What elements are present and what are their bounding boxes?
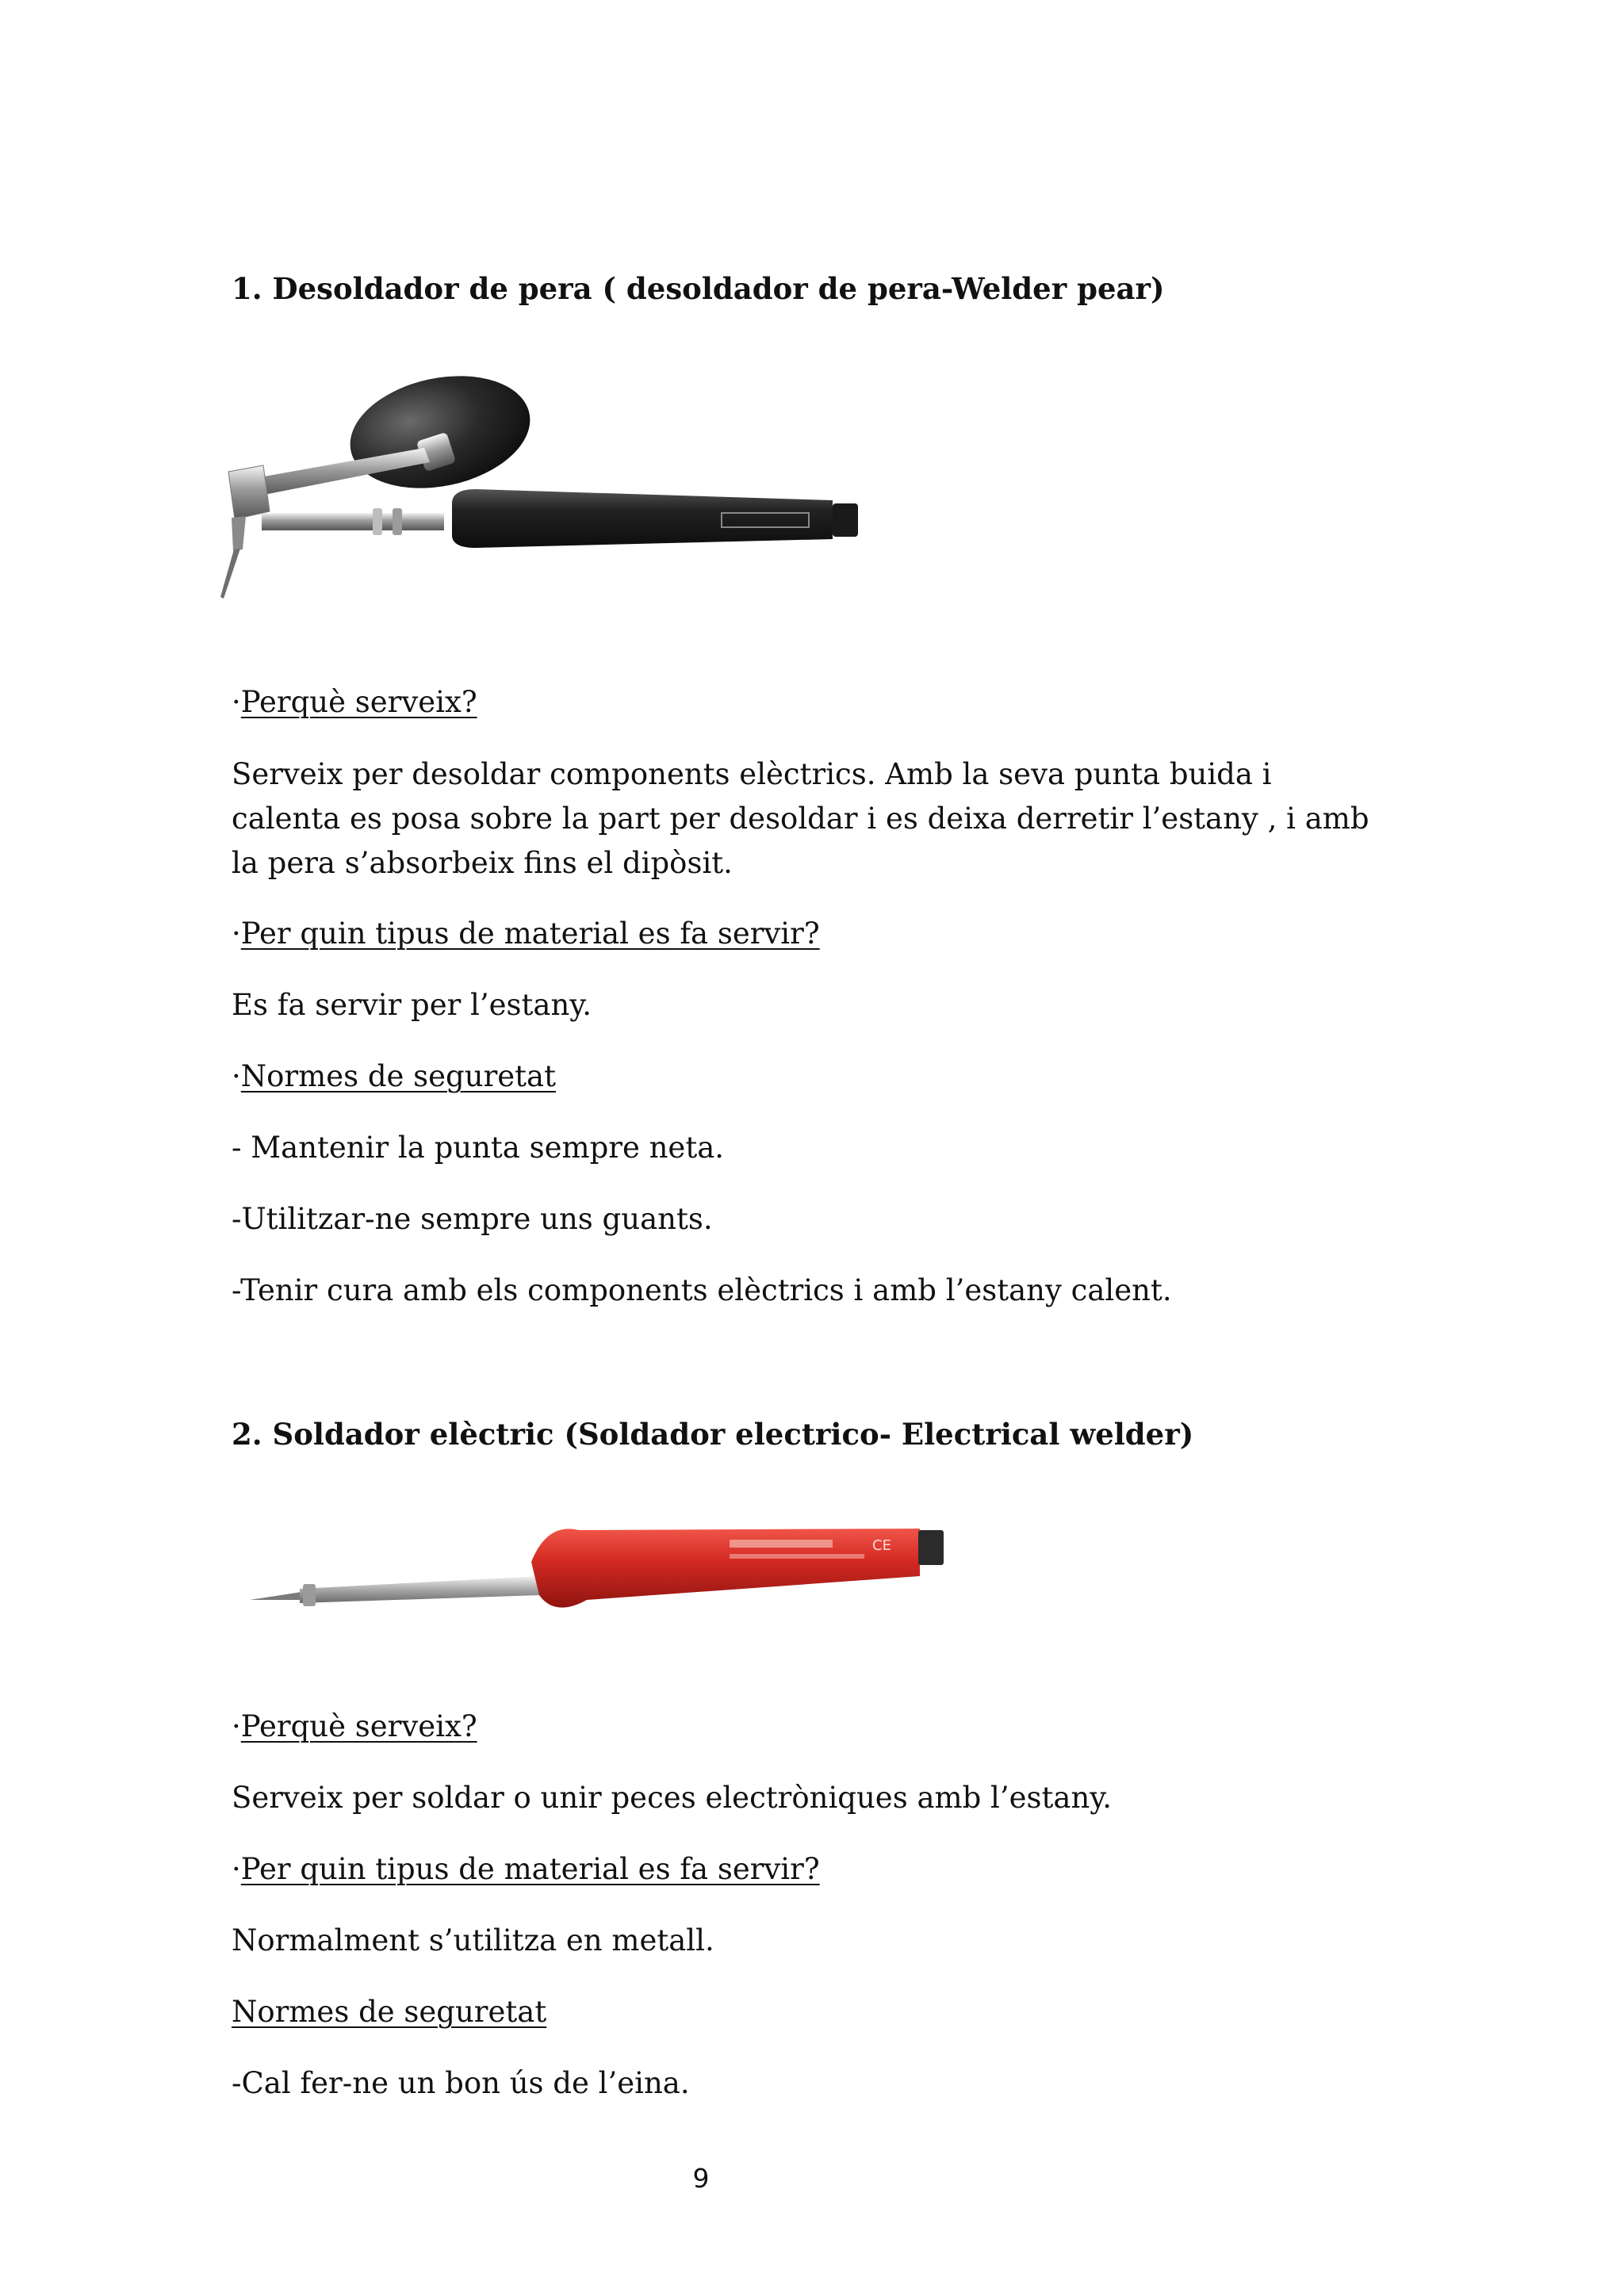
- desoldering-pump-image: [214, 361, 880, 614]
- answer-purpose-1: Serveix per desoldar components elèctrics. Amb la seva punta buida i calenta es posa sobre la part per desoldar i es deixa derretir l’estany , i amb la pera s’absorbeix fins el dipòsit.: [232, 757, 1369, 880]
- question-material-1: ·Per quin tipus de material es fa servir?: [232, 916, 820, 951]
- answer-purpose-2: Serveix per soldar o unir peces electròniques amb l’estany.: [232, 1781, 1113, 1815]
- section-1-heading: 1. Desoldador de pera ( desoldador de pera-Welder pear): [232, 271, 1165, 306]
- safety-rule-1-2: -Utilitzar-ne sempre uns guants.: [232, 1202, 713, 1236]
- safety-rule-1-1: - Mantenir la punta sempre neta.: [232, 1131, 725, 1165]
- question-purpose-1: ·Perquè serveix?: [232, 685, 477, 719]
- answer-material-2: Normalment s’utilitza en metall.: [232, 1923, 714, 1957]
- safety-rule-2-1: -Cal fer-ne un bon ús de l’eina.: [232, 2066, 690, 2100]
- section-2-heading: 2. Soldador elèctric (Soldador electrico- Electrical welder): [232, 1417, 1194, 1452]
- safety-rule-1-3: -Tenir cura amb els components elèctrics i amb l’estany calent.: [232, 1273, 1172, 1307]
- electric-soldering-iron-image: [238, 1506, 999, 1649]
- page-number: 9: [692, 2163, 710, 2194]
- question-safety-1: ·Normes de seguretat: [232, 1059, 556, 1093]
- ce-mark-text: CE: [872, 1537, 891, 1554]
- answer-material-1: Es fa servir per l’estany.: [232, 988, 592, 1022]
- question-purpose-2: ·Perquè serveix?: [232, 1709, 477, 1743]
- question-safety-2: Normes de seguretat: [232, 1995, 547, 2029]
- question-material-2: ·Per quin tipus de material es fa servir?: [232, 1852, 820, 1886]
